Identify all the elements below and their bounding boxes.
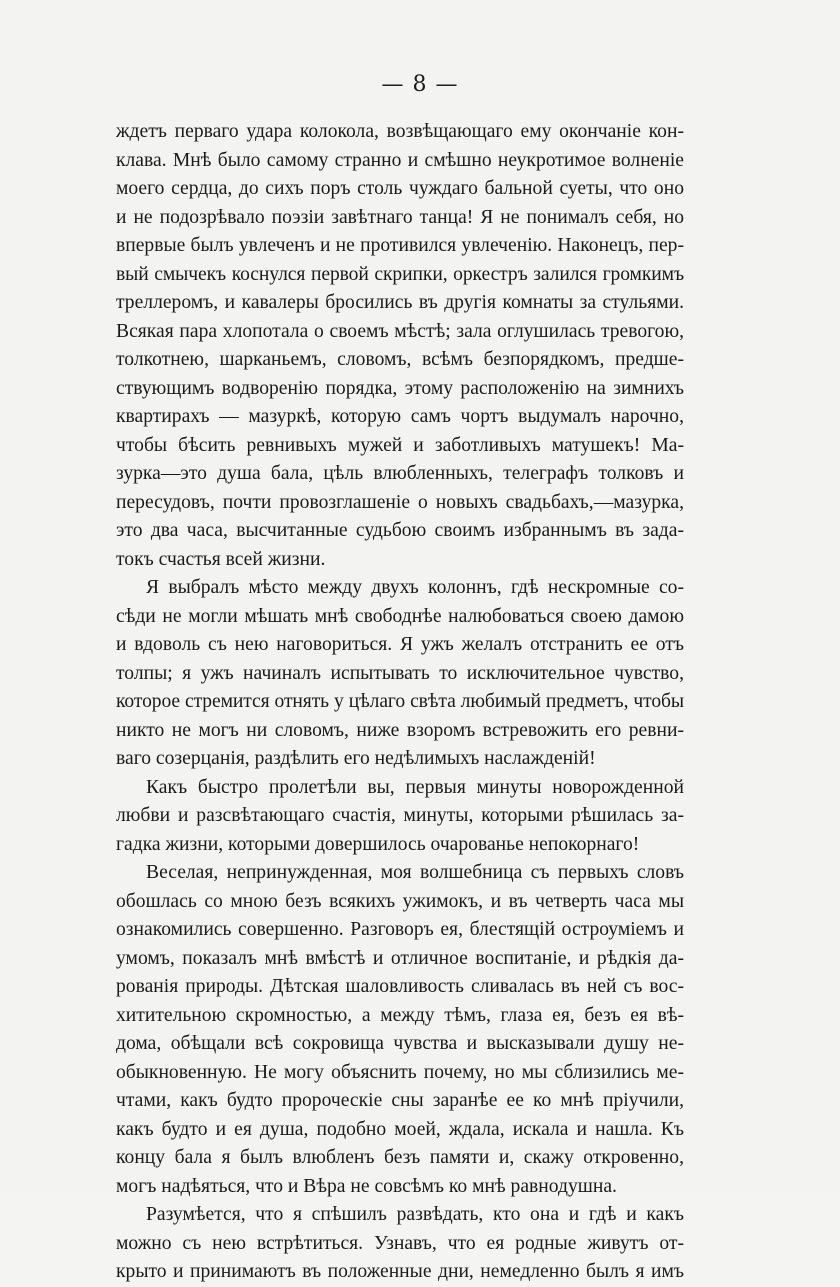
text-line: пересудовъ, почти провозглашеніе о новыхъ свадьбахъ,—мазурка,: [116, 491, 684, 513]
paragraph: [116, 774, 684, 860]
text-line: Всякая пара хлопотала о своемъ мѣстѣ; зала оглушилась тревогою,: [116, 320, 684, 342]
text-line: чтобы бѣсить ревнивыхъ мужей и заботливыхъ матушекъ! Ма-: [116, 434, 684, 456]
text-line: Разумѣется, что я спѣшилъ развѣдать, кто она и гдѣ и какъ: [146, 1204, 684, 1225]
text-line: никто не могъ ни словомъ, ниже взоромъ встревожить его ревни-: [116, 719, 684, 741]
text-line: это два часа, высчитанные судьбою своимъ избраннымъ въ зада-: [116, 520, 684, 541]
text-line: толпы; я ужъ начиналъ испытывать то исключительное чувство,: [116, 662, 684, 684]
text-line: рованія природы. Дѣтская шаловливость сливалась въ ней съ вос-: [116, 976, 684, 997]
text-line: чтами, какъ будто пророческіе сны заранѣе ее ко мнѣ пріучили,: [116, 1090, 684, 1111]
paragraph: [116, 118, 684, 574]
text-line: Веселая, непринужденная, моя волшебница съ первыхъ словъ: [146, 862, 684, 883]
text-line: Я выбралъ мѣсто между двухъ колоннъ, гдѣ нескромные со-: [146, 577, 684, 598]
text-line: сѣди не могли мѣшать мнѣ свободнѣе налюбоваться своею дамою: [116, 605, 684, 627]
text-line: обыкновенную. Не могу объяснить почему, но мы сблизились ме-: [116, 1061, 684, 1083]
body-text: [116, 118, 684, 1287]
text-line: и не подозрѣвало поэзіи завѣтнаго танца! Я не понималъ себя, но: [116, 206, 684, 228]
text-line: какъ будто и ея душа, подобно моей, ждала, искала и нашла. Къ: [116, 1118, 684, 1140]
text-line: крыто и принимаютъ въ положенные дни, немедленно былъ я имъ: [116, 1261, 684, 1282]
text-line: обошлась со мною безъ всякихъ ужимокъ, и въ четверть часа мы: [116, 890, 684, 912]
text-line: зурка—это душа бала, цѣль влюбленныхъ, телеграфъ толковъ и: [116, 463, 684, 484]
text-line: Какъ быстро пролетѣли вы, первыя минуты новорожденной: [146, 776, 684, 798]
text-line: можно съ нею встрѣтиться. Узнавъ, что ея родные живутъ от-: [116, 1232, 684, 1254]
text-line: токъ счастья всей жизни.: [116, 548, 326, 570]
paragraph: [116, 859, 684, 1201]
text-line: треллеромъ, и кавалеры бросились въ другія комнаты за стульями.: [116, 292, 684, 313]
paragraph: [116, 1201, 684, 1287]
text-line: впервые былъ увлеченъ и не противился увлеченію. Наконецъ, пер-: [116, 235, 684, 256]
text-line: вый смычекъ коснулся первой скрипки, оркестръ залился громкимъ: [116, 263, 684, 285]
text-line: ваго созерцанія, раздѣлить его недѣлимыхъ наслажденій!: [116, 748, 596, 769]
text-line: ждетъ перваго удара колокола, возвѣщающаго ему окончаніе кон-: [116, 121, 684, 142]
text-line: которое стремится отнять у цѣлаго свѣта любимый предметъ, чтобы: [116, 691, 684, 712]
text-line: квартирахъ — мазуркѣ, которую самъ чортъ выдумалъ нарочно,: [116, 406, 684, 427]
text-line: концу бала я былъ влюбленъ безъ памяти и, скажу откровенно,: [116, 1147, 684, 1168]
text-line: дома, обѣщали всѣ сокровища чувства и высказывали душу не-: [116, 1033, 684, 1054]
text-line: могъ надѣяться, что и Вѣра не совсѣмъ ко мнѣ равнодушна.: [116, 1175, 617, 1197]
text-line: хитительною скромностью, а между тѣмъ, глаза ея, безъ ея вѣ-: [116, 1004, 684, 1026]
text-line: и вдоволь съ нею наговориться. Я ужъ желалъ отстранить ее отъ: [116, 634, 684, 655]
text-line: гадка жизни, которыми довершилось очарованье непокорнаго!: [116, 833, 640, 855]
text-line: умомъ, показалъ мнѣ вмѣстѣ и отличное воспитаніе, и рѣдкія да-: [116, 947, 684, 969]
text-line: ствующимъ водворенію порядка, этому расположенію на зимнихъ: [116, 377, 684, 399]
text-line: моего сердца, до сихъ поръ столь чуждаго бальной суеты, что оно: [116, 178, 684, 199]
text-line: любви и разсвѣтающаго счастія, минуты, которыми рѣшилась за-: [116, 805, 684, 826]
text-line: толкотнею, шарканьемъ, словомъ, всѣмъ безпорядкомъ, предше-: [116, 349, 684, 370]
text-line: клава. Мнѣ было самому странно и смѣшно неукротимое волненіе: [116, 149, 684, 171]
text-line: ознакомились совершенно. Разговоръ ея, блестящій остроуміемъ и: [116, 919, 684, 940]
page-number: — 8 —: [381, 72, 459, 97]
paragraph: [116, 574, 684, 774]
